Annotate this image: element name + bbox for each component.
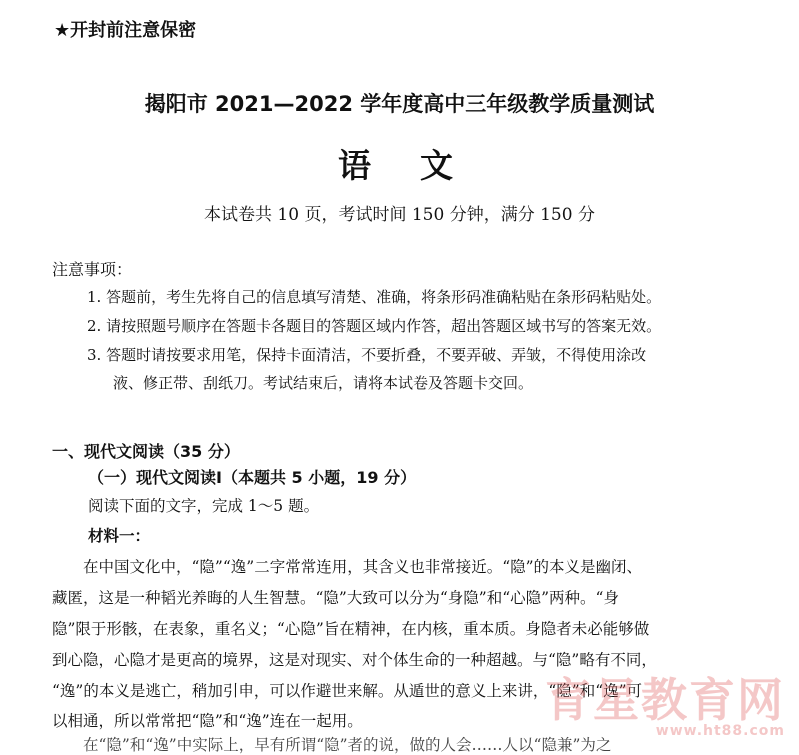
notice-item: 2. 请按照题号顺序在答题卡各题目的答题区域内作答，超出答题区域书写的答案无效。 [87, 317, 662, 335]
notice-heading: 注意事项： [52, 260, 133, 279]
paragraph-line: “逸”的本义是逃亡，稍加引申，可以作避世来解。从遁世的意义上来讲，“隐”和“逸”可 [52, 682, 643, 700]
paragraph-line: 隐”限于形骸，在表象，重名义；“心隐”旨在精神，在内核，重本质。身隐者未必能够做 [52, 620, 650, 638]
watermark-text: 育星教育网 [545, 673, 785, 727]
subsection-heading: （一）现代文阅读Ⅰ（本题共 5 小题，19 分） [88, 468, 417, 487]
notice-item: 1. 答题前，考生先将自己的信息填写清楚、准确，将条形码准确粘贴在条形码粘贴处。 [87, 288, 662, 306]
paragraph-line: 到心隐，心隐才是更高的境界，这是对现实、对个体生命的一种超越。与“隐”略有不同， [52, 651, 657, 669]
confidential-notice: ★开封前注意保密 [54, 20, 197, 41]
paragraph-line: 在中国文化中，“隐”“逸”二字常常连用，其含义也非常接近。“隐”的本义是幽闭、 [52, 558, 643, 576]
subject-title: 语 文 [338, 146, 461, 185]
notice-item: 3. 答题时请按要求用笔，保持卡面清洁，不要折叠，不要弄破、弄皱，不得使用涂改 [87, 346, 647, 364]
paragraph-line: 以相通，所以常常把“隐”和“逸”连在一起用。 [52, 712, 363, 730]
watermark-url: www.ht88.com [655, 723, 785, 739]
paragraph-line: 藏匿，这是一种韬光养晦的人生智慧。“隐”大致可以分为“身隐”和“心隐”两种。“身 [52, 589, 619, 607]
watermark [545, 673, 785, 739]
cut-off-line: 在“隐”和“逸”中实际上，早有所谓“隐”者的说，做的人会……人以“隐兼”为之 [52, 736, 612, 754]
exam-info: 本试卷共 10 页，考试时间 150 分钟，满分 150 分 [204, 205, 595, 225]
exam-title: 揭阳市 2021—2022 学年度高中三年级教学质量测试 [144, 92, 655, 116]
section-heading: 一、现代文阅读（35 分） [52, 442, 240, 461]
material-label: 材料一： [88, 527, 151, 545]
reading-instruction: 阅读下面的文字，完成 1～5 题。 [88, 497, 320, 515]
notice-item-continuation: 液、修正带、刮纸刀。考试结束后，请将本试卷及答题卡交回。 [113, 374, 534, 392]
